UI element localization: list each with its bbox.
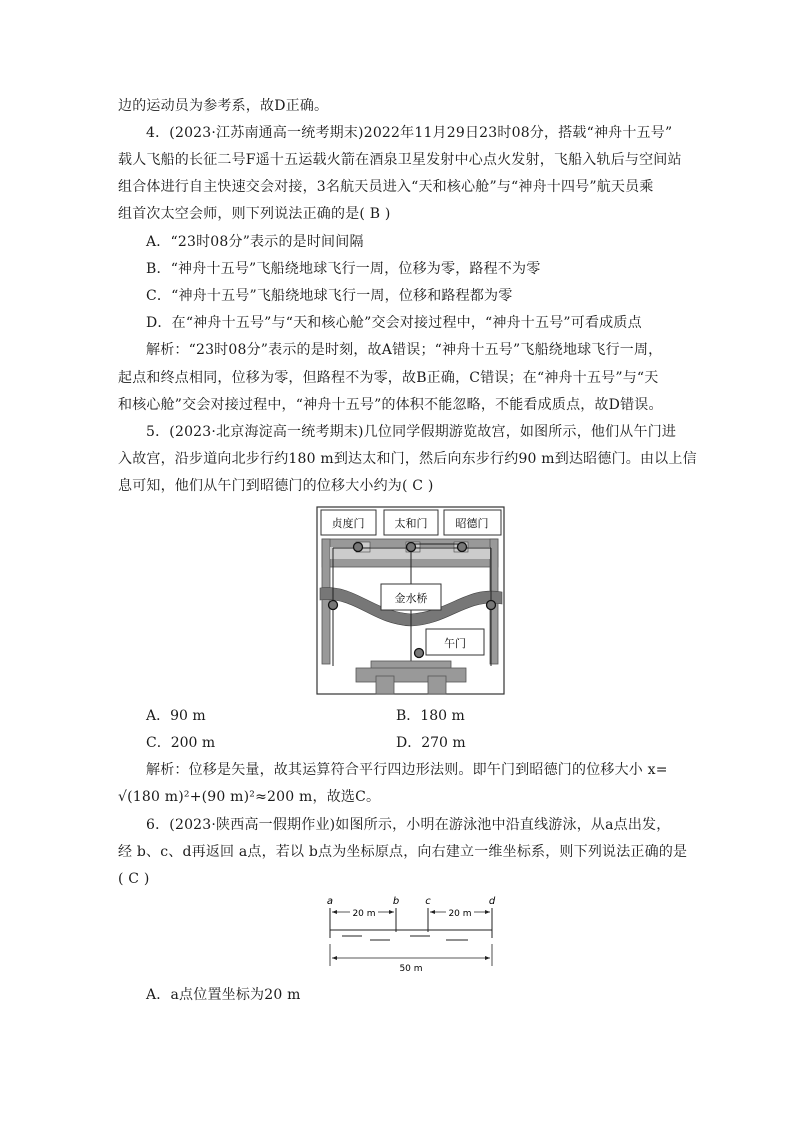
question-5-line-2: 入故宫，沿步道向北步行约180 m到达太和门，然后向东步行约90 m到达昭德门。由以上信 (118, 451, 697, 467)
question-4-option-c: C．“神舟十五号”飞船绕地球飞行一周，位移和路程都为零 (146, 288, 513, 304)
question-5-option-d: D．270 m (396, 735, 466, 751)
marker-zhendu (354, 543, 363, 552)
segment-cd-label: 20 m (448, 909, 472, 919)
point-b-label: b (392, 896, 400, 907)
marker-wumen (415, 649, 424, 658)
question-4-option-a: A．“23时08分”表示的是时间间隔 (146, 234, 364, 250)
marker-taihe (407, 543, 416, 552)
bridge-label: 金水桥 (394, 592, 428, 605)
question-4-analysis-1: 解析：“23时08分”表示的是时刻，故A错误；“神舟十五号”飞船绕地球飞行一周， (146, 342, 663, 358)
gate-label-zhendu: 贞度门 (331, 517, 365, 530)
question-4-line-4: 组首次太空会师，则下列说法正确的是( B ) (118, 206, 391, 222)
point-a-label: a (326, 896, 334, 907)
question-4-line-1: 4．(2023·江苏南通高一统考期末)2022年11月29日23时08分，搭载“神舟十五号” (146, 125, 673, 141)
total-length-label: 50 m (399, 964, 423, 974)
gate-label-taihe: 太和门 (394, 517, 428, 530)
gate-label-zhaode: 昭德门 (455, 517, 489, 530)
question-6-line-1: 6．(2023·陕西高一假期作业)如图所示，小明在游泳池中沿直线游泳，从a点出发， (146, 817, 671, 833)
marker-west (329, 601, 338, 610)
question-6-line-2: 经 b、c、d再返回 a点，若以 b点为坐标原点，向右建立一维坐标系，则下列说法正确的是 (118, 844, 688, 860)
question-5-option-c: C．200 m (146, 735, 216, 751)
marker-zhaode (458, 543, 467, 552)
question-5-analysis-1: 解析：位移是矢量，故其运算符合平行四边形法则。即午门到昭德门的位移大小 x= (146, 762, 668, 778)
marker-east (487, 601, 496, 610)
question-6-option-a: A．a点位置坐标为20 m (146, 987, 301, 1003)
text-line-1: 边的运动员为参考系，故D正确。 (118, 98, 329, 114)
question-4-line-2: 载人飞船的长征二号F遥十五运载火箭在酒泉卫星发射中心点火发射，飞船入轨后与空间站 (118, 152, 682, 168)
point-d-label: d (488, 896, 496, 907)
question-5-option-a: A．90 m (146, 708, 206, 724)
segment-ab-label: 20 m (352, 909, 376, 919)
question-5-line-3: 息可知，他们从午门到昭德门的位移大小约为( C ) (118, 478, 434, 494)
question-4-line-3: 组合体进行自主快速交会对接，3名航天员进入“天和核心舱”与“神舟十四号”航天员乘 (118, 179, 654, 195)
meridian-gate-label: 午门 (444, 637, 466, 650)
question-5-line-1: 5．(2023·北京海淀高一统考期末)几位同学假期游览故宫，如图所示，他们从午门进 (146, 424, 677, 440)
question-4-analysis-2: 起点和终点相同，位移为零，但路程不为零，故B正确，C错误；在“神舟十五号”与“天 (118, 370, 659, 386)
question-5-option-b: B．180 m (396, 708, 465, 724)
question-4-analysis-3: 和核心舱”交会对接过程中，“神舟十五号”的体积不能忽略，不能看成质点，故D错误。 (118, 397, 663, 413)
question-6-line-3: ( C ) (118, 871, 150, 887)
question-4-option-d: D．在“神舟十五号”与“天和核心舱”交会对接过程中，“神舟十五号”可看成质点 (146, 315, 642, 331)
pool-diagram (320, 894, 502, 974)
point-c-label: c (425, 896, 431, 907)
question-5-analysis-2: √(180 m)²+(90 m)²≈200 m，故选C。 (118, 789, 381, 805)
palace-map-figure (316, 506, 506, 696)
question-4-option-b: B．“神舟十五号”飞船绕地球飞行一周，位移为零，路程不为零 (146, 261, 541, 277)
